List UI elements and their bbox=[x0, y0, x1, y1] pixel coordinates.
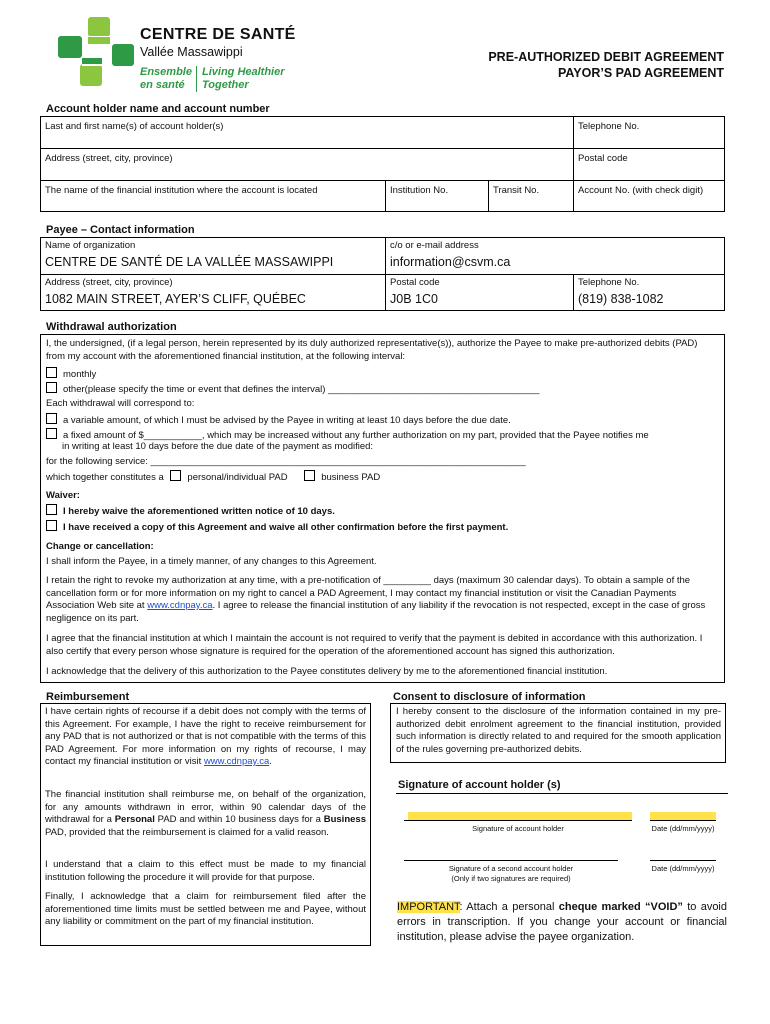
reimbursement-p1: I have certain rights of recourse if a debit does not comply with the terms of this Agreement. For example, I have the right to receive reimbursement for any PAD that is not authorized or that is not compatible with the terms of this PAD Agreement. For more information on my rights of recourse, I may contact my financial institution or visit www.cdnpay.ca. bbox=[45, 706, 366, 767]
account-phone-field[interactable]: Telephone No. bbox=[574, 117, 725, 149]
withdrawal-intro: I, the undersigned, (if a legal person, herein represented by its duly authorized representative(s)), authorize the Payee to make pre-authorized debits (PAD) from my account with the aforementioned financial institution, at the following interval: bbox=[46, 338, 698, 362]
payee-org-field: Name of organization CENTRE DE SANTÉ DE LA VALLÉE MASSAWIPPI bbox=[41, 238, 386, 275]
section-title-consent: Consent to disclosure of information bbox=[393, 691, 586, 703]
option-monthly[interactable]: monthly bbox=[46, 367, 96, 380]
checkbox[interactable] bbox=[46, 520, 57, 531]
section-title-payee: Payee – Contact information bbox=[46, 224, 195, 236]
signature-1-label: Signature of account holder bbox=[472, 824, 564, 833]
slogan-fr: Ensemble en santé bbox=[140, 66, 192, 91]
date-2-line[interactable] bbox=[650, 860, 716, 861]
health-cross-icon bbox=[58, 14, 138, 94]
checkbox[interactable] bbox=[46, 413, 57, 424]
change-p3: I agree that the financial institution at which I maintain the account is not required to verify that the payment is debited in accordance with this authorization. I also certify that every person whose signature is required for the operation of the aforementioned account has signed this authorization. bbox=[46, 633, 703, 657]
payee-postal-field: Postal code J0B 1C0 bbox=[386, 275, 574, 311]
payee-email-field: c/o or e-mail address information@csvm.ca bbox=[386, 238, 725, 275]
reimbursement-p4: Finally, I acknowledge that a claim for reimbursement filed after the aforementioned time limits must be settled between me and Payee, without any liability or commitment on the part of my financial institution. bbox=[45, 891, 366, 927]
date-1-line[interactable] bbox=[650, 820, 716, 821]
checkbox[interactable] bbox=[46, 504, 57, 515]
section-title-withdrawal: Withdrawal authorization bbox=[46, 321, 177, 333]
checkbox[interactable] bbox=[46, 428, 57, 439]
account-address-field[interactable]: Address (street, city, province) bbox=[41, 149, 574, 181]
option-variable[interactable]: a variable amount, of which I must be advised by the Payee in writing at least 10 days before the due date. bbox=[46, 413, 511, 426]
business-pad-checkbox[interactable] bbox=[304, 470, 315, 481]
consent-text: I hereby consent to the disclosure of the information contained in my pre-authorized debit enrolment agreement to the financial institution, provided such information is directly related to and required for the smooth application of the rules governing pre-authorized debits. bbox=[396, 706, 721, 755]
pad-type-row: which together constitutes a personal/individual PAD business PAD bbox=[46, 472, 381, 483]
signature-title-underline bbox=[396, 793, 728, 794]
checkbox[interactable] bbox=[46, 382, 57, 393]
slogan-en: Living Healthier Together bbox=[202, 66, 285, 91]
option-fixed[interactable]: a fixed amount of $___________, which may be increased without any further authorization on my part, provided that the Payee notifies me bbox=[46, 428, 649, 441]
transit-no-field[interactable]: Transit No. bbox=[489, 181, 574, 212]
section-title-reimbursement: Reimbursement bbox=[46, 691, 130, 703]
logo-name: CENTRE DE SANTÉ bbox=[140, 26, 296, 43]
important-note: IMPORTANT: Attach a personal cheque marked “VOID” to avoid errors in transcription. If you change your account or financial institution, please advise the payee organization. bbox=[397, 901, 727, 943]
logo-subname: Vallée Massawippi bbox=[140, 45, 243, 59]
account-no-field[interactable]: Account No. (with check digit) bbox=[574, 181, 725, 212]
page-title: PRE-AUTHORIZED DEBIT AGREEMENT PAYOR’S PAD AGREEMENT bbox=[488, 50, 724, 80]
change-p1: I shall inform the Payee, in a timely manner, of any changes to this Agreement. bbox=[46, 556, 377, 567]
option-other[interactable]: other(please specify the time or event that defines the interval) ________________________________________ bbox=[46, 382, 539, 395]
account-table bbox=[40, 116, 725, 212]
account-names-field[interactable]: Last and first name(s) of account holder(s) bbox=[41, 117, 574, 149]
reimbursement-p3: I understand that a claim to this effect must be made to my financial institution following the procedure it will provide for that purpose. bbox=[45, 859, 366, 883]
personal-pad-checkbox[interactable] bbox=[170, 470, 181, 481]
checkbox[interactable] bbox=[46, 367, 57, 378]
institution-name-field[interactable]: The name of the financial institution where the account is located bbox=[41, 181, 386, 212]
date-1-label: Date (dd/mm/yyyy) bbox=[651, 824, 715, 833]
each-withdrawal-label: Each withdrawal will correspond to: bbox=[46, 398, 195, 409]
change-p4: I acknowledge that the delivery of this authorization to the Payee constitutes delivery by me to the aforementioned financial institution. bbox=[46, 666, 608, 677]
logo bbox=[58, 14, 308, 94]
payee-phone-field: Telephone No. (819) 838-1082 bbox=[574, 275, 725, 311]
cdnpay-link[interactable]: www.cdnpay.ca bbox=[147, 600, 213, 611]
institution-no-field[interactable]: Institution No. bbox=[386, 181, 489, 212]
option-fixed-cont: in writing at least 10 days before the due date of the payment as modified: bbox=[62, 441, 374, 452]
payee-table bbox=[40, 237, 725, 311]
signature-1-line[interactable] bbox=[404, 820, 632, 821]
signature-2-label: Signature of a second account holder (Only if two signatures are required) bbox=[448, 864, 574, 883]
waiver-title: Waiver: bbox=[46, 490, 80, 501]
slogan-divider bbox=[196, 66, 197, 92]
signature-2-line[interactable] bbox=[404, 860, 618, 861]
waiver-option-1[interactable]: I hereby waive the aforementioned written notice of 10 days. bbox=[46, 504, 335, 517]
date-2-label: Date (dd/mm/yyyy) bbox=[651, 864, 715, 873]
change-p2: I retain the right to revoke my authorization at any time, with a pre-notification of _________ days (maximum 30 calendar days). To obtain a sample of the cancellation form or for more information on my right to cancel a PAD Agreement, I may contact my financial institution or visit the Canadian Payments Association Web site at www.cdnpay.ca. I agree to release the financial institution of any liability if the revocation is not respected, except in the case of gross negligence on its part. bbox=[46, 575, 706, 624]
payee-address-field: Address (street, city, province) 1082 MAIN STREET, AYER’S CLIFF, QUÉBEC bbox=[41, 275, 386, 311]
waiver-option-2[interactable]: I have received a copy of this Agreement and waive all other confirmation before the first payment. bbox=[46, 520, 508, 533]
change-title: Change or cancellation: bbox=[46, 541, 154, 552]
section-title-signature: Signature of account holder (s) bbox=[398, 779, 561, 791]
reimbursement-p2: The financial institution shall reimburse me, on behalf of the organization, for any amounts withdrawn in error, within 90 calendar days of the withdrawal for a Personal PAD and within 10 business days for a Business PAD, provided that the reimbursement is claimed for a valid reason. bbox=[45, 789, 366, 838]
section-title-account: Account holder name and account number bbox=[46, 103, 270, 115]
service-line[interactable]: for the following service: _______________________________________________________________________ bbox=[46, 456, 526, 467]
cdnpay-link[interactable]: www.cdnpay.ca bbox=[203, 756, 270, 767]
account-postal-field[interactable]: Postal code bbox=[574, 149, 725, 181]
